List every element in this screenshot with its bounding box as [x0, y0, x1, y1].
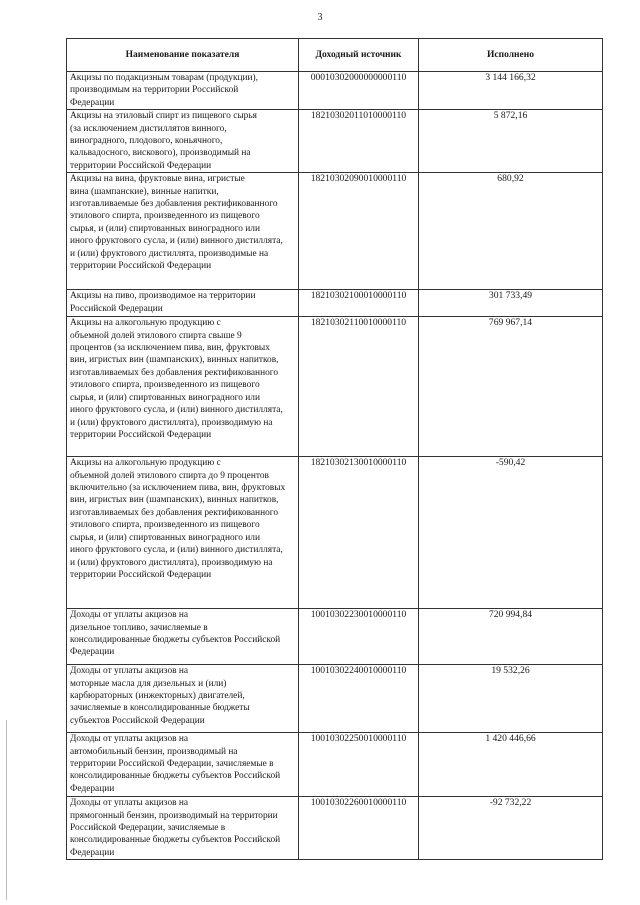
row-indicator-name: Акцизы на этиловый спирт из пищевого сырья (за исключением дистиллятов винного, виноградного, плодового, коньячного, кальвадосного, вискового), производимый на территории Российской Федерации: [67, 110, 299, 173]
row-executed-amount: 1 420 446,66: [419, 733, 603, 797]
row-income-code: 10010302250010000110: [299, 733, 419, 797]
row-indicator-name: Доходы от уплаты акцизов на автомобильный бензин, производимый на территории Российской Федерации, зачисляемые в консолидированные бюджеты субъектов Российской Федерации: [67, 733, 299, 797]
table-row: [67, 72, 603, 110]
table-row: [67, 457, 603, 609]
table-row: [67, 290, 603, 317]
row-executed-amount: 301 733,49: [419, 290, 603, 317]
row-executed-amount: -590,42: [419, 457, 603, 609]
row-indicator-name: Акцизы на алкогольную продукцию с объемной долей этилового спирта свыше 9 процентов (за исключением пива, вин, фруктовых вин, игристых вин (шампанских), винных напитков, изготавливаемых без добавления ректификованного этилового спирта, произведенного из пищевого сырья, и (или) спиртованных виноградного или иного фруктового сусла, и (или) винного дистиллята, и (или) фруктового дистиллята), производимую на территории Российской Федерации: [67, 317, 299, 457]
table-row: [67, 317, 603, 457]
page-number: 3: [317, 12, 323, 23]
scan-margin-mark: [6, 720, 7, 900]
row-indicator-name: Доходы от уплаты акцизов на дизельное топливо, зачисляемые в консолидированные бюджеты субъектов Российской Федерации: [67, 609, 299, 665]
row-executed-amount: 720 994,84: [419, 609, 603, 665]
header-executed: Исполнено: [419, 39, 603, 72]
header-indicator-name: Наименование показателя: [67, 39, 299, 72]
table-row: [67, 173, 603, 290]
table-header-row: [67, 39, 603, 72]
row-executed-amount: 680,92: [419, 173, 603, 290]
table-row: [67, 665, 603, 733]
row-income-code: 00010302000000000110: [299, 72, 419, 110]
row-income-code: 18210302130010000110: [299, 457, 419, 609]
row-executed-amount: 5 872,16: [419, 110, 603, 173]
row-income-code: 10010302260010000110: [299, 797, 419, 860]
budget-table: [66, 38, 603, 860]
table-row: [67, 797, 603, 860]
row-income-code: 18210302100010000110: [299, 290, 419, 317]
table-row: [67, 110, 603, 173]
row-indicator-name: Акцизы на вина, фруктовые вина, игристые вина (шампанские), винные напитки, изготавливаемые без добавления ректификованного этилового спирта, произведенного из пищевого сырья, и (или) спиртованных виноградного или иного фруктового сусла, и (или) винного дистиллята, и (или) фруктового дистиллята, производимые на территории Российской Федерации: [67, 173, 299, 290]
row-executed-amount: 3 144 166,32: [419, 72, 603, 110]
row-indicator-name: Акцизы по подакцизным товарам (продукции), производимым на территории Российской Федерации: [67, 72, 299, 110]
row-indicator-name: Доходы от уплаты акцизов на прямогонный бензин, производимый на территории Российской Федерации, зачисляемые в консолидированные бюджеты субъектов Российской Федерации: [67, 797, 299, 860]
row-executed-amount: 19 532,26: [419, 665, 603, 733]
row-indicator-name: Акцизы на пиво, производимое на территории Российской Федерации: [67, 290, 299, 317]
row-indicator-name: Доходы от уплаты акцизов на моторные масла для дизельных и (или) карбюраторных (инжекторных) двигателей, зачисляемые в консолидированные бюджеты субъектов Российской Федерации: [67, 665, 299, 733]
header-income-source: Доходный источник: [299, 39, 419, 72]
row-income-code: 18210302110010000110: [299, 317, 419, 457]
row-income-code: 18210302090010000110: [299, 173, 419, 290]
row-indicator-name: Акцизы на алкогольную продукцию с объемной долей этилового спирта до 9 процентов включительно (за исключением пива, вин, фруктовых вин, игристых вин (шампанских), винных напитков, изготавливаемых без добавления ректификованного этилового спирта, произведенного из пищевого сырья, и (или) спиртованных виноградного или иного фруктового сусла, и (или) винного дистиллята, и (или) фруктового дистиллята), производимую на территории Российской Федерации: [67, 457, 299, 609]
row-executed-amount: -92 732,22: [419, 797, 603, 860]
table-row: [67, 733, 603, 797]
row-income-code: 10010302230010000110: [299, 609, 419, 665]
row-income-code: 10010302240010000110: [299, 665, 419, 733]
row-income-code: 18210302011010000110: [299, 110, 419, 173]
row-executed-amount: 769 967,14: [419, 317, 603, 457]
table-row: [67, 609, 603, 665]
